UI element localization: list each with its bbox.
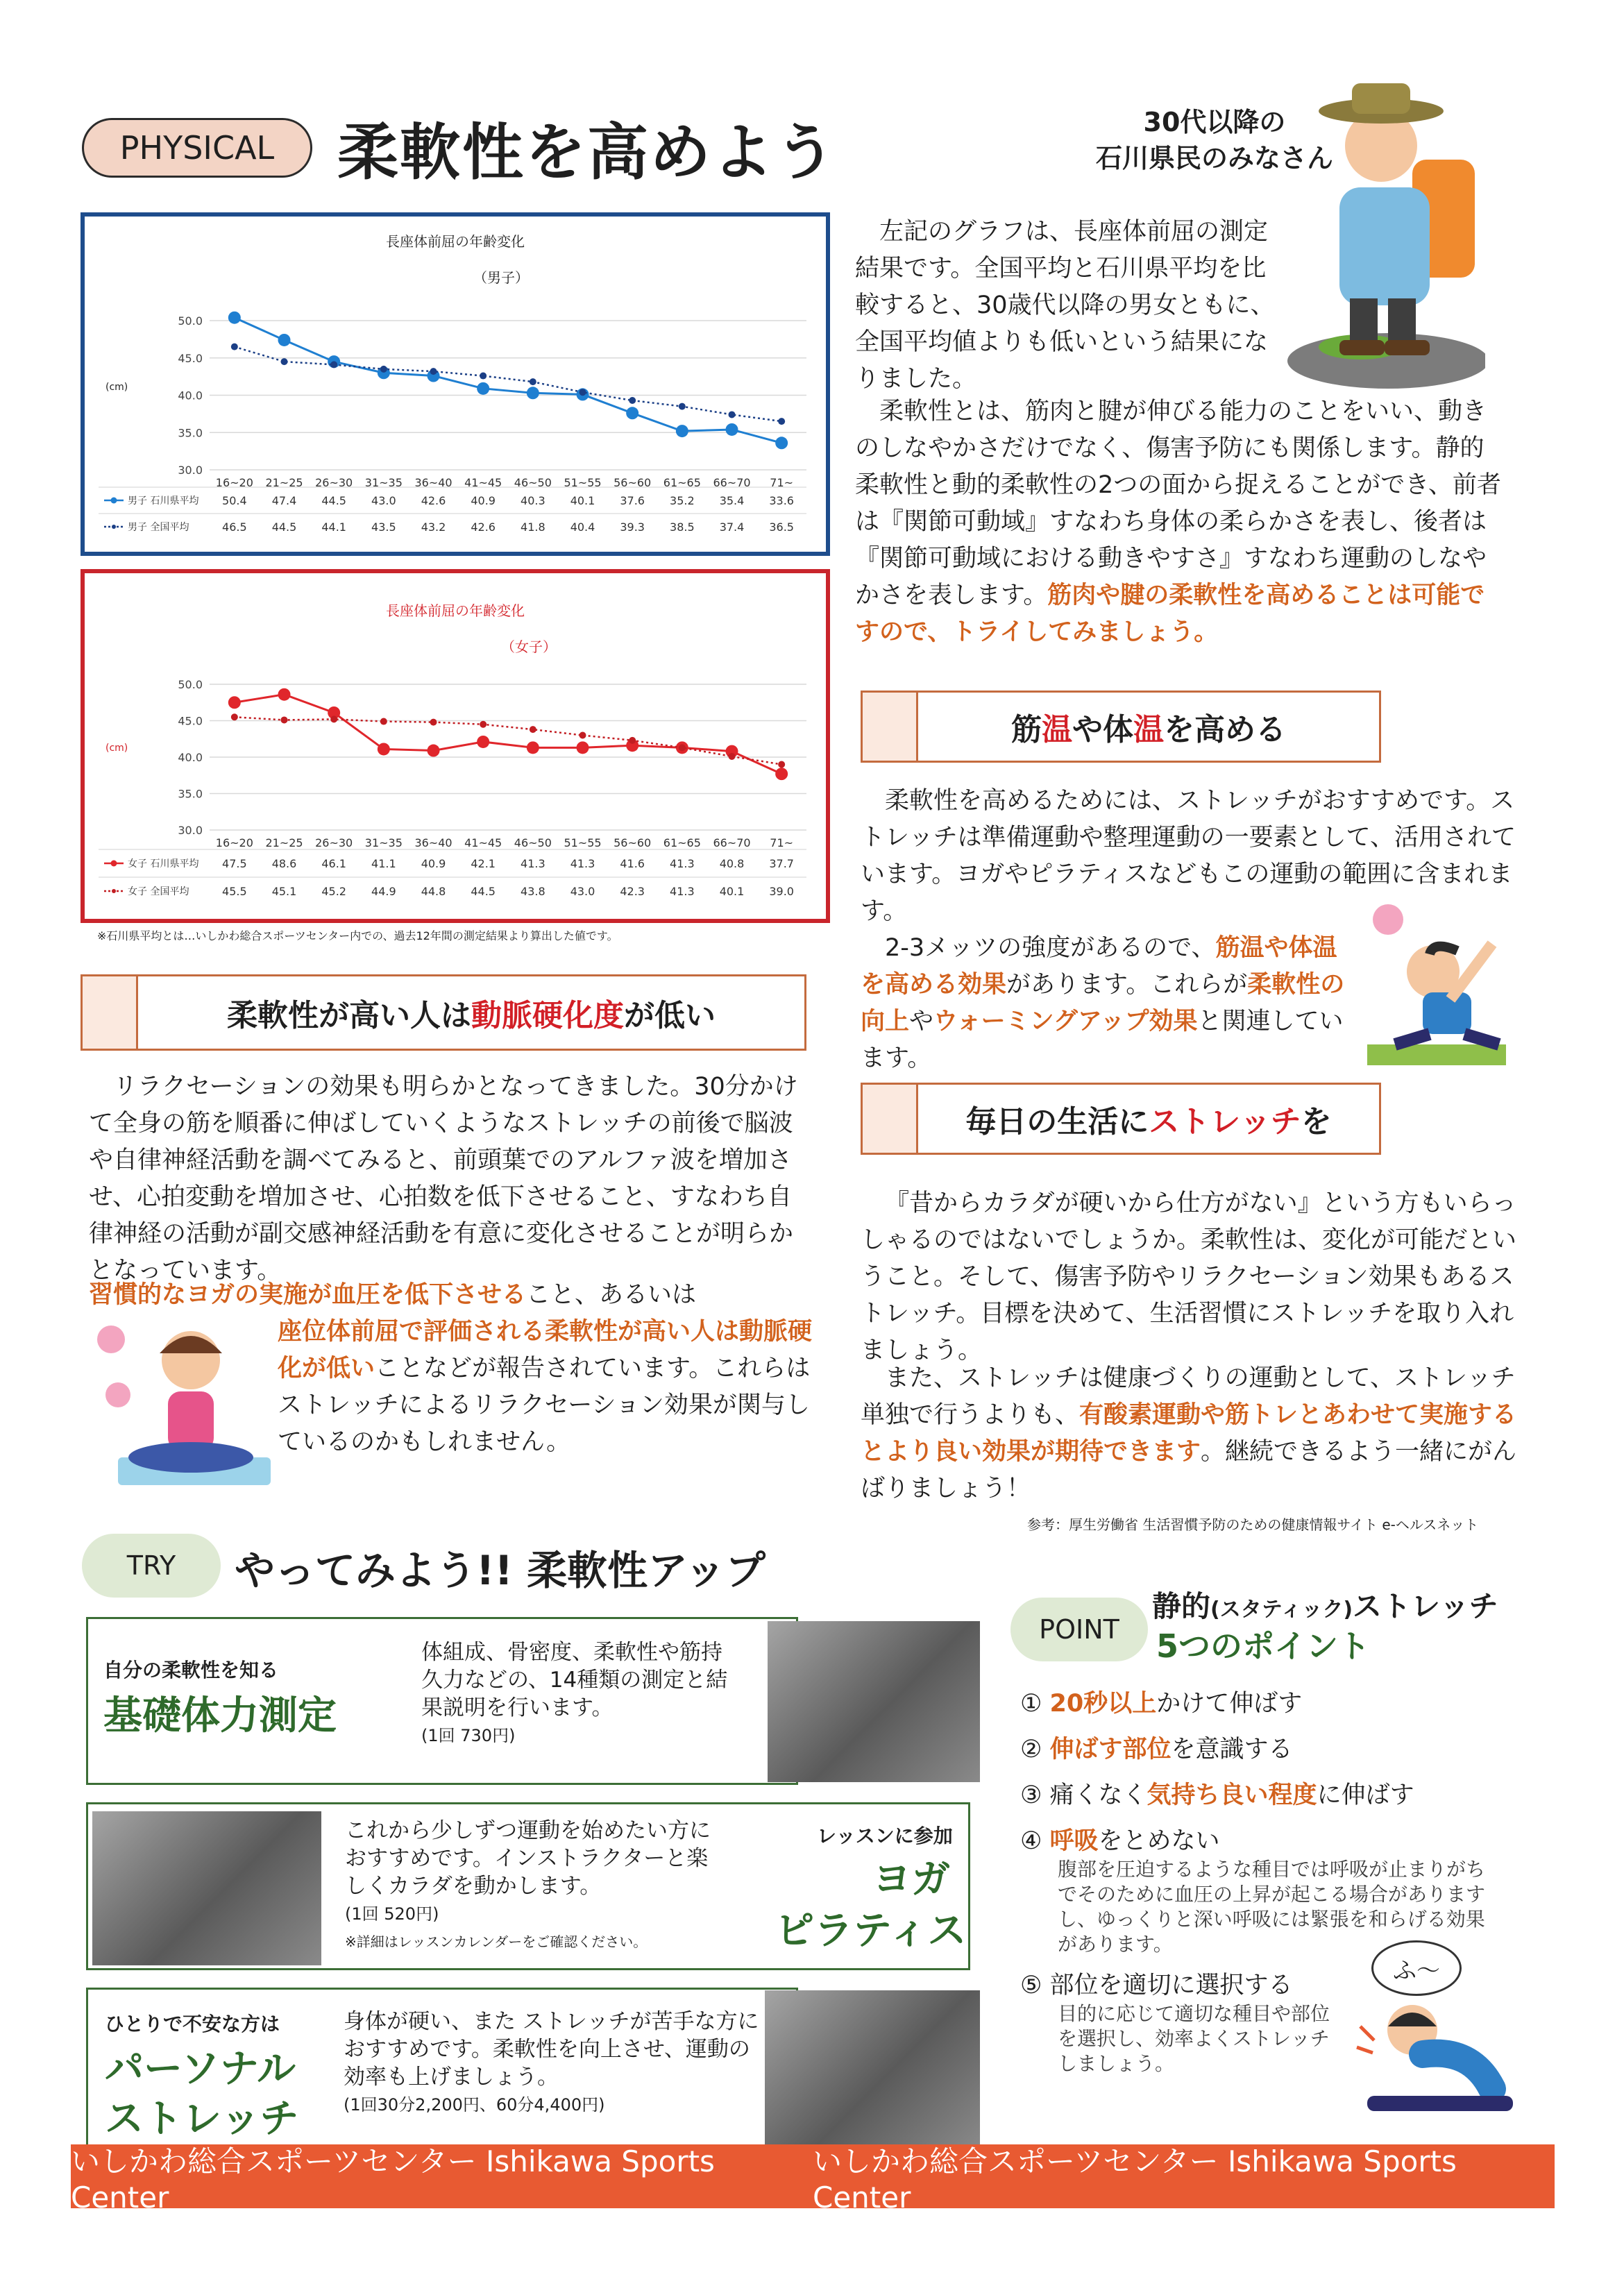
- y-tick-label: 45.0: [178, 351, 203, 365]
- table-value: 41.3: [670, 857, 695, 870]
- table-value: 41.1: [371, 857, 396, 870]
- table-value: 42.6: [471, 520, 496, 534]
- x-tick-label: 61~65: [663, 476, 701, 489]
- male-line-chart: [85, 217, 826, 552]
- y-tick-label: 40.0: [178, 751, 203, 764]
- x-tick-label: 51~55: [564, 836, 602, 849]
- yoga-photo: [92, 1811, 321, 1965]
- data-point: [629, 397, 636, 404]
- section-heading-warm: 筋温や体温を高める: [861, 691, 1381, 763]
- footer-text-2: いしかわ総合スポーツセンター Ishikawa Sports Center: [813, 2144, 1457, 2214]
- y-tick-label: 40.0: [178, 389, 203, 403]
- table-value: 47.5: [222, 857, 247, 870]
- data-point: [480, 373, 487, 380]
- table-value: 36.5: [769, 520, 794, 534]
- table-value: 43.0: [371, 494, 396, 507]
- table-value: 46.1: [321, 857, 346, 870]
- section-heading-daily: 毎日の生活にストレッチを: [861, 1083, 1381, 1155]
- intro-paragraph-2: 柔軟性とは、筋肉と腱が伸びる能力のことをいい、動きのしなやかさだけでなく、傷害予防にも関係します。静的柔軟性と動的柔軟性の2つの面から捉えることができ、前者は『関節可動域』すなわち身体の柔らかさを表し、後者は『関節可動域における動きやすさ』すなわち運動のしなやかさを表します。筋肉や腱の柔軟性を高めることは可能ですので、トライしてみましょう。: [855, 398, 1501, 646]
- y-tick-label: 30.0: [178, 824, 203, 837]
- table-value: 42.6: [421, 494, 446, 507]
- try-item-yoga-pilates: これから少しずつ運動を始めたい方におすすめです。インストラクターと楽しくカラダを動かします。 (1回 520円) ※詳細はレッスンカレンダーをご確認ください。 レッスンに参加 ヨガ ピラティス: [86, 1802, 970, 1970]
- x-tick-label: 66~70: [713, 836, 751, 849]
- data-point: [775, 437, 788, 449]
- data-point: [477, 736, 489, 748]
- female-chart-title: 長座体前屈の年齢変化: [386, 602, 525, 619]
- data-point: [228, 312, 241, 324]
- data-point: [378, 743, 390, 755]
- data-point: [430, 368, 437, 375]
- table-value: 38.5: [670, 520, 695, 534]
- data-point: [380, 718, 387, 725]
- table-value: 39.0: [769, 885, 794, 898]
- series-line: [235, 695, 781, 774]
- y-tick-label: 35.0: [178, 787, 203, 801]
- legend-label: 女子 石川県平均: [128, 858, 199, 870]
- point-title-line1: 静的(スタティック)ストレッチ: [1152, 1589, 1498, 1623]
- artery-paragraph-2: 習慣的なヨガの実施が血圧を低下させること、あるいは: [89, 1281, 697, 1309]
- table-value: 45.5: [222, 885, 247, 898]
- female-chart-box: [81, 569, 830, 923]
- table-value: 41.8: [521, 520, 545, 534]
- table-value: 47.4: [271, 494, 297, 507]
- point-item-3: ③ 痛くなく気持ち良い程度に伸ばす: [1020, 1781, 1414, 1809]
- data-point: [729, 753, 736, 760]
- table-value: 45.2: [321, 885, 346, 898]
- table-value: 41.6: [620, 857, 645, 870]
- daily-paragraph-2: また、ストレッチは健康づくりの運動として、ストレッチ単独で行うよりも、有酸素運動や筋トレとあわせて実施するとより良い効果が期待できます。継続できるよう一緒にがんばりましょう！: [861, 1364, 1517, 1502]
- y-tick-label: 45.0: [178, 714, 203, 728]
- point-title-line2: 5つのポイント: [1156, 1627, 1371, 1665]
- legend-label: 男子 石川県平均: [128, 496, 199, 507]
- table-value: 40.3: [521, 494, 545, 507]
- warm-paragraph-2: 2-3メッツの強度があるので、筋温や体温を高める効果があります。これらが柔軟性の向上やウォーミングアップ効果と関連しています。: [861, 934, 1345, 1072]
- female-chart-subtitle: （女子）: [501, 638, 557, 655]
- data-point: [281, 716, 288, 723]
- target-audience: 30代以降の 石川県民のみなさん: [1095, 107, 1333, 173]
- x-tick-label: 61~65: [663, 836, 701, 849]
- hiker-illustration: [1284, 69, 1485, 389]
- point-item-4-detail: 腹部を圧迫するような種目では呼吸が止まりがちでそのために血圧の上昇が起こる場合がありますし、ゆっくりと深い呼吸には緊張を和らげる効果があります。: [1058, 1858, 1486, 1956]
- point-item-2: ② 伸ばす部位を意識する: [1020, 1736, 1293, 1763]
- x-tick-label: 31~35: [364, 476, 403, 489]
- stretching-boy-illustration: [1353, 1999, 1520, 2124]
- table-value: 42.1: [471, 857, 496, 870]
- data-point: [676, 425, 688, 437]
- legend-marker: [111, 498, 117, 504]
- table-value: 41.3: [570, 857, 595, 870]
- data-point: [330, 361, 337, 368]
- legend-label: 男子 全国平均: [128, 522, 189, 533]
- data-point: [231, 713, 238, 720]
- table-value: 44.5: [471, 885, 496, 898]
- x-tick-label: 66~70: [713, 476, 751, 489]
- table-value: 41.3: [670, 885, 695, 898]
- x-tick-label: 26~30: [315, 476, 353, 489]
- y-tick-label: 50.0: [178, 314, 203, 328]
- data-point: [530, 726, 536, 733]
- male-chart-box: [81, 212, 830, 556]
- x-tick-label: 16~20: [215, 476, 253, 489]
- x-tick-label: 41~45: [464, 476, 502, 489]
- y-tick-label: 50.0: [178, 678, 203, 691]
- footer-text-1: いしかわ総合スポーツセンター Ishikawa Sports Center: [71, 2144, 715, 2214]
- data-point: [231, 344, 238, 350]
- table-value: 42.3: [620, 885, 645, 898]
- yoga-woman-illustration: [90, 1319, 278, 1489]
- point-item-1: ① 20秒以上かけて伸ばす: [1020, 1690, 1303, 1718]
- table-value: 37.4: [719, 520, 745, 534]
- table-value: 41.3: [521, 857, 545, 870]
- table-value: 40.9: [421, 857, 446, 870]
- data-point: [726, 423, 738, 436]
- male-chart-subtitle: （男子）: [473, 269, 529, 286]
- table-value: 43.8: [521, 885, 545, 898]
- warm-paragraph-1: 柔軟性を高めるためには、ストレッチがおすすめです。ストレッチは準備運動や整理運動の一要素として、活用されています。ヨガやピラティスなどもこの運動の範囲に含まれます。: [861, 787, 1516, 925]
- table-value: 39.3: [620, 520, 645, 534]
- y-tick-label: 35.0: [178, 426, 203, 440]
- try-item-personal-stretch: ひとりで不安な方は パーソナル ストレッチ 身体が硬い、また ストレッチが苦手な方におすすめです。柔軟性を向上させ、運動の効率も上げましょう。 (1回30分2,200円、60分4,400円): [86, 1988, 798, 2156]
- x-tick-label: 41~45: [464, 836, 502, 849]
- try-tag: TRY: [82, 1534, 221, 1598]
- speech-bubble: ふ〜: [1371, 1940, 1462, 1996]
- table-value: 43.5: [371, 520, 396, 534]
- data-point: [278, 688, 291, 701]
- data-point: [626, 407, 638, 419]
- data-point: [580, 732, 586, 739]
- table-value: 40.9: [471, 494, 496, 507]
- data-point: [477, 382, 489, 395]
- footer-banner: [71, 2144, 1555, 2214]
- female-chart-unit: (cm): [105, 743, 128, 754]
- x-tick-label: 56~60: [614, 476, 652, 489]
- data-point: [778, 761, 785, 768]
- x-tick-label: 31~35: [364, 836, 403, 849]
- point-item-4: ④ 呼吸をとめない: [1020, 1827, 1220, 1855]
- x-tick-label: 71~: [770, 476, 794, 489]
- table-value: 40.8: [719, 857, 745, 870]
- data-point: [281, 358, 288, 365]
- x-tick-label: 21~25: [265, 476, 303, 489]
- table-value: 40.1: [719, 885, 745, 898]
- x-tick-label: 46~50: [514, 836, 552, 849]
- data-point: [527, 387, 539, 399]
- stretching-person-illustration: [1353, 895, 1527, 1076]
- table-value: 44.8: [421, 885, 446, 898]
- legend-marker: [111, 861, 117, 867]
- data-point: [228, 696, 241, 709]
- x-tick-label: 71~: [770, 836, 794, 849]
- point-item-5-detail: 目的に応じて適切な種目や部位を選択し、効率よくストレッチしましょう。: [1058, 2002, 1330, 2075]
- table-value: 46.5: [222, 520, 247, 534]
- daily-paragraph-1: 『昔からカラダが硬いから仕方がない』という方もいらっしゃるのではないでしょうか。柔軟性は、変化が可能だということ。そして、傷害予防やリラクセーション効果もあるストレッチ。目標を決めて、生活習慣にストレッチを取り入れましょう。: [861, 1189, 1517, 1364]
- x-tick-label: 46~50: [514, 476, 552, 489]
- data-point: [278, 334, 291, 346]
- table-value: 44.1: [321, 520, 346, 534]
- legend-label: 女子 全国平均: [128, 886, 189, 897]
- table-value: 44.9: [371, 885, 396, 898]
- page-title: 柔軟性を高めよう: [337, 117, 838, 188]
- section-heading-artery: 柔軟性が高い人は動脈硬化度が低い: [81, 974, 806, 1051]
- data-point: [530, 378, 536, 385]
- male-chart-unit: (cm): [105, 382, 128, 393]
- table-value: 44.5: [271, 520, 297, 534]
- series-line: [235, 318, 781, 443]
- male-chart-title: 長座体前屈の年齢変化: [386, 233, 525, 250]
- data-point: [679, 403, 686, 410]
- x-tick-label: 21~25: [265, 836, 303, 849]
- chart-footnote: ※石川県平均とは…いしかわ総合スポーツセンター内での、過去12年間の測定結果より算出した値です。: [97, 929, 618, 942]
- female-line-chart: [85, 573, 826, 919]
- try-title: やってみよう!! 柔軟性アップ: [235, 1547, 766, 1594]
- data-point: [480, 721, 487, 728]
- data-point: [380, 366, 387, 373]
- point-item-5: ⑤ 部位を適切に選択する: [1020, 1972, 1293, 1999]
- point-tag: POINT: [1010, 1598, 1148, 1661]
- x-tick-label: 26~30: [315, 836, 353, 849]
- data-point: [527, 741, 539, 754]
- data-point: [428, 745, 440, 757]
- artery-paragraph-3: 座位体前屈で評価される柔軟性が高い人は動脈硬化が低いことなどが報告されています。これらはストレッチによるリラクセーション効果が関与しているのかもしれません。: [278, 1318, 813, 1456]
- fitness-test-photo: [768, 1621, 980, 1782]
- x-tick-label: 36~40: [414, 836, 452, 849]
- table-value: 45.1: [271, 885, 297, 898]
- data-point: [679, 744, 686, 751]
- data-point: [580, 389, 586, 396]
- x-tick-label: 36~40: [414, 476, 452, 489]
- legend-marker: [112, 889, 116, 893]
- table-value: 44.5: [321, 494, 346, 507]
- table-value: 43.2: [421, 520, 446, 534]
- x-tick-label: 51~55: [564, 476, 602, 489]
- data-point: [775, 768, 788, 780]
- data-point: [729, 411, 736, 418]
- data-point: [330, 715, 337, 722]
- table-value: 50.4: [222, 494, 247, 507]
- data-point: [778, 418, 785, 425]
- table-value: 37.7: [769, 857, 794, 870]
- table-value: 33.6: [769, 494, 794, 507]
- data-point: [430, 719, 437, 726]
- legend-marker: [112, 525, 116, 529]
- table-value: 40.4: [570, 520, 595, 534]
- table-value: 48.6: [271, 857, 297, 870]
- table-value: 35.4: [719, 494, 745, 507]
- table-value: 43.0: [570, 885, 595, 898]
- personal-stretch-photo: [765, 1990, 980, 2151]
- try-item-fitness-test: 自分の柔軟性を知る 基礎体力測定 体組成、骨密度、柔軟性や筋持久力などの、14種類の測定と結果説明を行います。 (1回 730円): [86, 1617, 798, 1785]
- x-tick-label: 16~20: [215, 836, 253, 849]
- artery-paragraph-1: リラクセーションの効果も明らかとなってきました。30分かけて全身の筋を順番に伸ばしていくようなストレッチの前後で脳波や自律神経活動を調べてみると、前頭葉でのアルファ波を増加させ、心拍変動を増加させ、心拍数を低下させること、すなわち自律神経の活動が副交感神経活動を有意に変化させることが明らかとなっています。: [89, 1073, 798, 1285]
- table-value: 37.6: [620, 494, 645, 507]
- physical-tag-label: PHYSICAL: [119, 129, 275, 167]
- physical-tag: [82, 118, 312, 178]
- intro-paragraph-1: 左記のグラフは、長座体前屈の測定結果です。全国平均と石川県平均を比較すると、30歳代以降の男女ともに、全国平均値よりも低いという結果になりました。: [855, 218, 1275, 393]
- x-tick-label: 56~60: [614, 836, 652, 849]
- y-tick-label: 30.0: [178, 464, 203, 477]
- table-value: 40.1: [570, 494, 595, 507]
- reference-note: 参考：厚生労働省 生活習慣予防のための健康情報サイト e-ヘルスネット: [1027, 1516, 1479, 1533]
- data-point: [577, 741, 589, 754]
- table-value: 35.2: [670, 494, 695, 507]
- data-point: [629, 737, 636, 744]
